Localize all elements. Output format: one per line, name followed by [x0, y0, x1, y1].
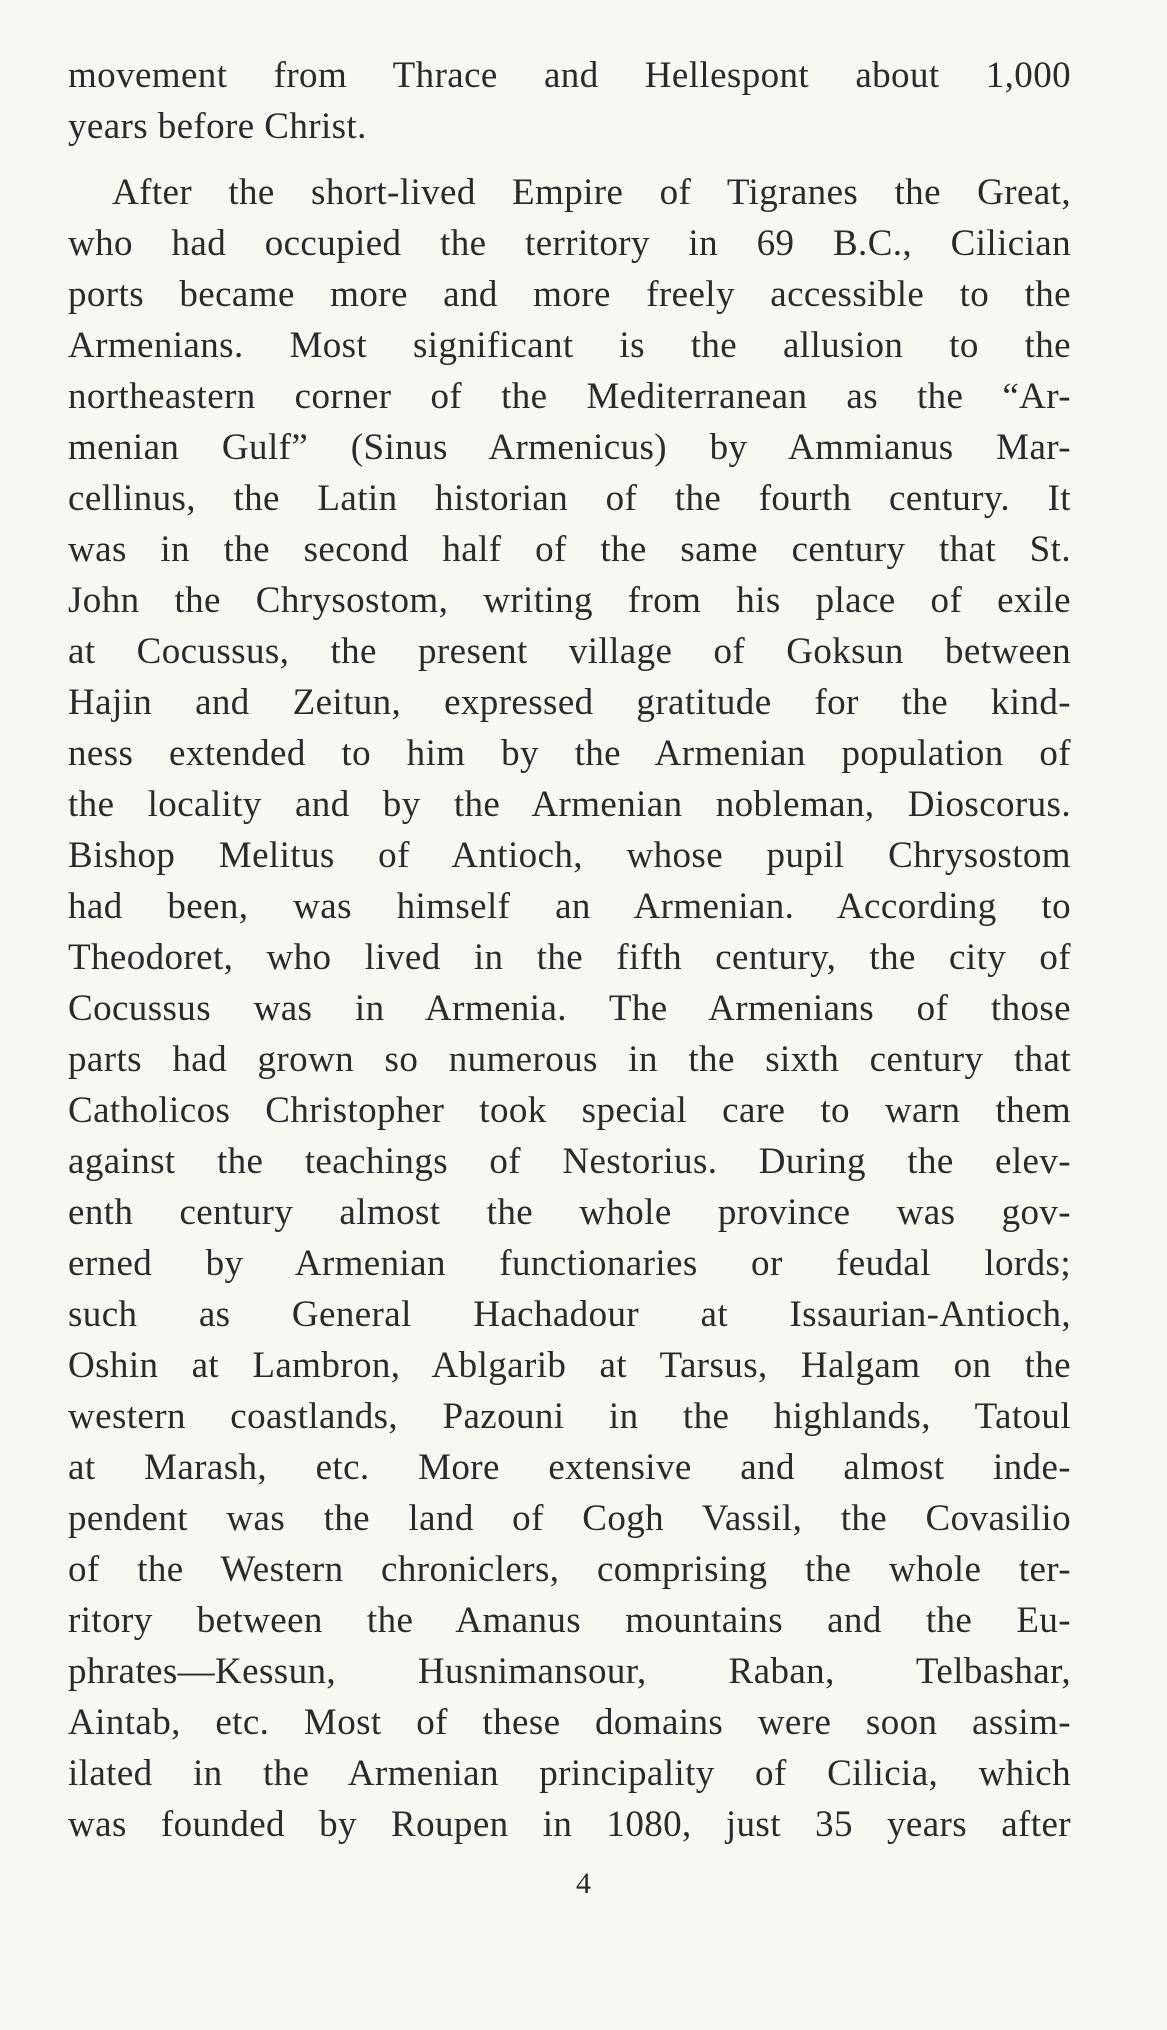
text-line: was founded by Roupen in 1080, just 35 years after: [68, 1804, 1071, 1845]
text-line: menian Gulf” (Sinus Armenicus) by Ammianus Mar-: [68, 427, 1071, 468]
text-line: northeastern corner of the Mediterranean as the “Ar-: [68, 376, 1071, 417]
text-line: Cocussus was in Armenia. The Armenians of those: [68, 988, 1071, 1029]
text-line: pendent was the land of Cogh Vassil, the Covasilio: [68, 1498, 1071, 1539]
text-line: at Marash, etc. More extensive and almost inde-: [68, 1447, 1071, 1488]
text-line: Catholicos Christopher took special care to warn them: [68, 1090, 1071, 1131]
text-line: Armenians. Most significant is the allusion to the: [68, 325, 1071, 366]
text-line: the locality and by the Armenian nobleman, Dioscorus.: [68, 784, 1071, 825]
text-line: at Cocussus, the present village of Goksun between: [68, 631, 1071, 672]
text-line: such as General Hachadour at Issaurian-Antioch,: [68, 1294, 1071, 1335]
page-number: 4: [576, 1867, 591, 1900]
text-line: ritory between the Amanus mountains and the Eu-: [68, 1600, 1071, 1641]
text-line: against the teachings of Nestorius. During the elev-: [68, 1141, 1071, 1182]
text-line: movement from Thrace and Hellespont about 1,000: [68, 55, 1071, 96]
text-line: After the short-lived Empire of Tigranes the Great,: [112, 172, 1071, 213]
text-line: ness extended to him by the Armenian population of: [68, 733, 1071, 774]
text-line: was in the second half of the same century that St.: [68, 529, 1071, 570]
text-line: western coastlands, Pazouni in the highlands, Tatoul: [68, 1396, 1071, 1437]
text-line: ilated in the Armenian principality of Cilicia, which: [68, 1753, 1071, 1794]
text-line: parts had grown so numerous in the sixth century that: [68, 1039, 1071, 1080]
text-line: Bishop Melitus of Antioch, whose pupil Chrysostom: [68, 835, 1071, 876]
paragraph-2: [68, 167, 1071, 1850]
text-line: erned by Armenian functionaries or feudal lords;: [68, 1243, 1071, 1284]
text-line: years before Christ.: [68, 106, 367, 147]
text-line: Hajin and Zeitun, expressed gratitude for the kind-: [68, 682, 1071, 723]
text-line: of the Western chroniclers, comprising the whole ter-: [68, 1549, 1071, 1590]
paragraph-gap: [68, 152, 1071, 167]
text-line: Aintab, etc. Most of these domains were soon assim-: [68, 1702, 1071, 1743]
text-line: enth century almost the whole province was gov-: [68, 1192, 1071, 1233]
paragraph-1: [68, 50, 1071, 152]
text-line: phrates—Kessun, Husnimansour, Raban, Telbashar,: [68, 1651, 1071, 1692]
text-line: Theodoret, who lived in the fifth century, the city of: [68, 937, 1071, 978]
text-line: had been, was himself an Armenian. According to: [68, 886, 1071, 927]
text-line: who had occupied the territory in 69 B.C., Cilician: [68, 223, 1071, 264]
body-text: [68, 50, 1071, 1850]
text-line: ports became more and more freely accessible to the: [68, 274, 1071, 315]
text-line: Oshin at Lambron, Ablgarib at Tarsus, Halgam on the: [68, 1345, 1071, 1386]
text-line: cellinus, the Latin historian of the fourth century. It: [68, 478, 1071, 519]
text-line: John the Chrysostom, writing from his place of exile: [68, 580, 1071, 621]
